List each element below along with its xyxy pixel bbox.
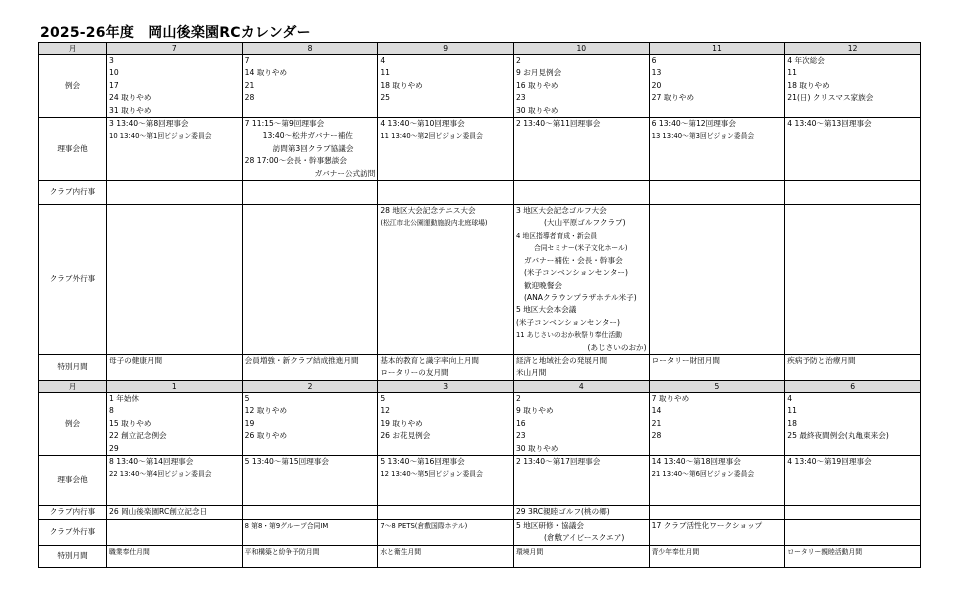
- row-label: クラブ外行事: [39, 205, 107, 355]
- calendar-cell: [785, 55, 921, 118]
- calendar-cell: [513, 55, 649, 118]
- cell-line: 青少年奉仕月間: [651, 547, 700, 556]
- cell-line: 28 地区大会記念テニス大会: [380, 206, 476, 216]
- calendar-cell: [785, 505, 921, 519]
- calendar-cell: [513, 355, 649, 381]
- row-label: クラブ内行事: [39, 181, 107, 205]
- cell-line: 12 13:40～第5回ビジョン委員会: [380, 470, 483, 479]
- calendar-cell: [785, 545, 921, 567]
- calendar-cell: [513, 392, 649, 455]
- calendar-cell: [378, 455, 514, 505]
- calendar-cell: [107, 55, 243, 118]
- calendar-cell: [649, 392, 785, 455]
- cell-line: 21 13:40～第6回ビジョン委員会: [651, 470, 755, 479]
- cell-line: 疾病予防と治療月間: [787, 356, 856, 366]
- row-club-out: [39, 205, 921, 355]
- calendar-cell: [378, 505, 514, 519]
- cell-line: 21: [244, 80, 255, 90]
- cell-line: 7 取りやめ: [651, 393, 690, 403]
- cell-line: 18 取りやめ: [380, 80, 423, 90]
- cell-line: 歓迎晩餐会: [523, 280, 562, 290]
- row-label: クラブ外行事: [39, 519, 107, 545]
- calendar-cell: [649, 355, 785, 381]
- cell-line: ロータリー親睦活動月間: [787, 547, 863, 556]
- cell-line: 26 岡山後楽園RC創立記念日: [109, 506, 208, 516]
- cell-line: 19: [244, 418, 255, 428]
- cell-line: 19 取りやめ: [380, 418, 423, 428]
- cell-line: 2 13:40～第11回理事会: [515, 119, 601, 129]
- cell-line: 水と衛生月間: [380, 547, 422, 556]
- cell-line: 5 地区研修・協議会: [515, 520, 584, 530]
- calendar-cell: [107, 181, 243, 205]
- calendar-cell: [242, 392, 378, 455]
- cell-line: 18 取りやめ: [787, 80, 830, 90]
- page-title: 2025-26年度 岡山後楽園RCカレンダー: [40, 25, 311, 41]
- cell-line: 4: [787, 393, 793, 403]
- calendar-cell: [649, 181, 785, 205]
- cell-line: 28: [651, 431, 662, 441]
- calendar-cell: [649, 545, 785, 567]
- calendar-cell: [242, 55, 378, 118]
- month-header: 12: [785, 43, 921, 55]
- calendar-cell: [785, 392, 921, 455]
- calendar-table: [38, 42, 921, 568]
- cell-line: 27 取りやめ: [651, 93, 695, 103]
- cell-line: 4 13:40～第19回理事会: [787, 456, 872, 466]
- calendar-cell: [378, 205, 514, 355]
- calendar-cell: [242, 181, 378, 205]
- row-label: 特別月間: [39, 355, 107, 381]
- cell-line: 7 11:15～第9回理事会: [244, 119, 325, 129]
- cell-line: 2 13:40～第17回理事会: [515, 456, 601, 466]
- month-header-row: [39, 380, 921, 392]
- cell-line: (倉敷アイビースクエア): [543, 533, 625, 543]
- cell-line: (米子コンベンションセンター): [515, 317, 620, 327]
- cell-line: ロータリー財団月間: [651, 356, 720, 366]
- row-club-out: [39, 519, 921, 545]
- calendar-cell: [242, 118, 378, 181]
- month-header: 2: [242, 380, 378, 392]
- cell-line: (あじさいのおか): [587, 342, 647, 352]
- calendar-cell: [785, 118, 921, 181]
- calendar-cell: [649, 55, 785, 118]
- cell-line: 20: [651, 80, 662, 90]
- cell-line: 9 お月見例会: [515, 68, 562, 78]
- row-reikai: [39, 55, 921, 118]
- calendar-cell: [785, 519, 921, 545]
- cell-line: 基本的教育と識字率向上月間: [380, 356, 480, 366]
- cell-line: 30 取りやめ: [515, 105, 559, 115]
- calendar-cell: [513, 455, 649, 505]
- cell-line: 4 13:40～第10回理事会: [380, 119, 465, 129]
- calendar-cell: [785, 355, 921, 381]
- cell-line: 5 13:40～第15回理事会: [244, 456, 330, 466]
- calendar-cell: [107, 355, 243, 381]
- calendar-cell: [513, 505, 649, 519]
- calendar-cell: [513, 545, 649, 567]
- cell-line: ガバナー公式訪問: [314, 168, 376, 178]
- cell-line: 合同セミナー(米子文化ホール): [533, 244, 628, 253]
- month-header: 7: [107, 43, 243, 55]
- calendar-cell: [242, 455, 378, 505]
- cell-line: 24 取りやめ: [109, 93, 152, 103]
- cell-line: 会員増強・新クラブ結成推進月間: [244, 356, 359, 366]
- cell-line: 11 あじさいのおか秋祭り奉仕活動: [515, 331, 622, 340]
- calendar-cell: [649, 205, 785, 355]
- month-header: 3: [378, 380, 514, 392]
- cell-line: 30 取りやめ: [515, 443, 559, 453]
- cell-line: 3 13:40～第8回理事会: [109, 119, 189, 129]
- cell-line: 22 13:40～第4回ビジョン委員会: [109, 470, 212, 479]
- calendar-cell: [785, 181, 921, 205]
- calendar-cell: [378, 519, 514, 545]
- cell-line: 12: [380, 406, 390, 416]
- cell-line: 6 13:40～第12回理事会: [651, 119, 736, 129]
- calendar-cell: [785, 455, 921, 505]
- cell-line: 2: [515, 56, 521, 65]
- calendar-cell: [513, 181, 649, 205]
- cell-line: 29: [109, 443, 119, 453]
- cell-line: 母子の健康月間: [109, 356, 163, 366]
- cell-line: 11: [380, 68, 390, 78]
- calendar-cell: [378, 55, 514, 118]
- calendar-cell: [378, 181, 514, 205]
- cell-line: 13: [651, 68, 662, 78]
- row-label: 理事会他: [39, 118, 107, 181]
- month-header: 11: [649, 43, 785, 55]
- row-club-in: [39, 181, 921, 205]
- calendar-cell: [242, 519, 378, 545]
- cell-line: (米子コンベンションセンター): [523, 268, 628, 278]
- cell-line: 5 地区大会本会議: [515, 305, 577, 315]
- cell-line: 10 13:40～第1回ビジョン委員会: [109, 132, 212, 141]
- cell-line: 環境月間: [515, 547, 544, 556]
- cell-line: 21: [651, 418, 662, 428]
- cell-line: 12 取りやめ: [244, 406, 288, 416]
- cell-line: (大山平原ゴルフクラブ): [543, 218, 626, 228]
- cell-line: 13 13:40～第3回ビジョン委員会: [651, 132, 755, 141]
- cell-line: 4 13:40～第13回理事会: [787, 119, 872, 129]
- calendar-cell: [649, 455, 785, 505]
- cell-line: 8 第8・第9グループ合同IM: [244, 521, 329, 530]
- cell-line: 16: [515, 418, 526, 428]
- cell-line: 29 3RC親睦ゴルフ(桃の郷): [515, 506, 610, 516]
- month-header: 8: [242, 43, 378, 55]
- row-riji: [39, 118, 921, 181]
- cell-line: 31 取りやめ: [109, 105, 152, 115]
- cell-line: 8 13:40～第14回理事会: [109, 456, 194, 466]
- calendar-cell: [107, 118, 243, 181]
- calendar-cell: [242, 505, 378, 519]
- cell-line: 25 最終夜間例会(丸亀東来会): [787, 431, 889, 441]
- cell-line: 23: [515, 93, 526, 103]
- cell-line: 3: [109, 56, 114, 65]
- cell-line: 11 13:40～第2回ビジョン委員会: [380, 132, 483, 141]
- cell-line: 米山月間: [515, 368, 547, 378]
- cell-line: 2: [515, 393, 521, 403]
- calendar-cell: [242, 545, 378, 567]
- calendar-cell: [649, 519, 785, 545]
- row-reikai: [39, 392, 921, 455]
- cell-line: 11: [787, 68, 797, 78]
- month-label: 月: [39, 43, 107, 55]
- cell-line: (ANAクラウンプラザホテル米子): [523, 292, 637, 302]
- cell-line: 17: [109, 80, 119, 90]
- calendar-cell: [242, 355, 378, 381]
- cell-line: 18: [787, 418, 797, 428]
- row-label: クラブ内行事: [39, 505, 107, 519]
- cell-line: 10: [109, 68, 119, 78]
- cell-line: 17 クラブ活性化ワークショップ: [651, 520, 763, 530]
- cell-line: 28 17:00～会長・幹事懇談会: [244, 156, 347, 166]
- cell-line: 6: [651, 56, 657, 65]
- calendar-cell: [513, 118, 649, 181]
- row-club-in: [39, 505, 921, 519]
- cell-line: 7: [244, 56, 250, 65]
- calendar-cell: [107, 205, 243, 355]
- cell-line: ガバナー補佐・会長・幹事会: [523, 255, 623, 265]
- calendar-cell: [107, 455, 243, 505]
- month-header: 1: [107, 380, 243, 392]
- month-header: 5: [649, 380, 785, 392]
- month-header: 9: [378, 43, 514, 55]
- row-riji: [39, 455, 921, 505]
- cell-line: 5: [380, 393, 386, 403]
- calendar-cell: [107, 545, 243, 567]
- row-label: 特別月間: [39, 545, 107, 567]
- calendar-cell: [785, 205, 921, 355]
- cell-line: 26 取りやめ: [244, 431, 288, 441]
- row-label: 例会: [39, 55, 107, 118]
- cell-line: 14: [651, 406, 662, 416]
- calendar-cell: [378, 545, 514, 567]
- cell-line: (松江市北公園運動施設内北庭球場): [380, 219, 488, 228]
- calendar-cell: [107, 505, 243, 519]
- cell-line: 23: [515, 431, 526, 441]
- cell-line: 7～8 PETS(倉敷国際ホテル): [380, 521, 468, 530]
- cell-line: 9 取りやめ: [515, 406, 554, 416]
- cell-line: 26 お花見例会: [380, 431, 431, 441]
- month-header-row: [39, 43, 921, 55]
- row-label: 例会: [39, 392, 107, 455]
- month-header: 4: [513, 380, 649, 392]
- calendar-cell: [649, 505, 785, 519]
- cell-line: 25: [380, 93, 390, 103]
- cell-line: 28: [244, 93, 255, 103]
- cell-line: 4 地区指導者育成・新会員: [515, 231, 598, 240]
- cell-line: 14 取りやめ: [244, 68, 288, 78]
- cell-line: 職業奉仕月間: [109, 547, 150, 556]
- cell-line: 1 年始休: [109, 393, 140, 403]
- cell-line: 5: [244, 393, 250, 403]
- cell-line: 3 地区大会記念ゴルフ大会: [515, 206, 607, 216]
- month-header: 10: [513, 43, 649, 55]
- cell-line: 4 年次総会: [787, 56, 825, 65]
- month-header: 6: [785, 380, 921, 392]
- cell-line: 11: [787, 406, 797, 416]
- cell-line: 15 取りやめ: [109, 418, 152, 428]
- cell-line: 8: [109, 406, 114, 416]
- row-tokubetsu: [39, 355, 921, 381]
- cell-line: 14 13:40～第18回理事会: [651, 456, 741, 466]
- cell-line: 訪問第3回クラブ協議会: [272, 143, 354, 153]
- calendar-cell: [107, 392, 243, 455]
- row-label: 理事会他: [39, 455, 107, 505]
- cell-line: 13:40～松井ガバナー補佐: [262, 131, 353, 141]
- calendar-cell: [242, 205, 378, 355]
- calendar-cell: [107, 519, 243, 545]
- cell-line: 22 創立記念例会: [109, 431, 167, 441]
- calendar-cell: [378, 392, 514, 455]
- calendar-cell: [649, 118, 785, 181]
- cell-line: ロータリーの友月間: [380, 368, 449, 378]
- cell-line: 平和構築と紛争予防月間: [244, 547, 320, 556]
- month-label: 月: [39, 380, 107, 392]
- cell-line: 5 13:40～第16回理事会: [380, 456, 465, 466]
- row-tokubetsu: [39, 545, 921, 567]
- calendar-cell: [513, 519, 649, 545]
- cell-line: 16 取りやめ: [515, 80, 559, 90]
- cell-line: 経済と地域社会の発展月間: [515, 356, 608, 366]
- calendar-cell: [513, 205, 649, 355]
- calendar-cell: [378, 118, 514, 181]
- cell-line: 21(日) クリスマス家族会: [787, 93, 874, 103]
- calendar-cell: [378, 355, 514, 381]
- cell-line: 4: [380, 56, 386, 65]
